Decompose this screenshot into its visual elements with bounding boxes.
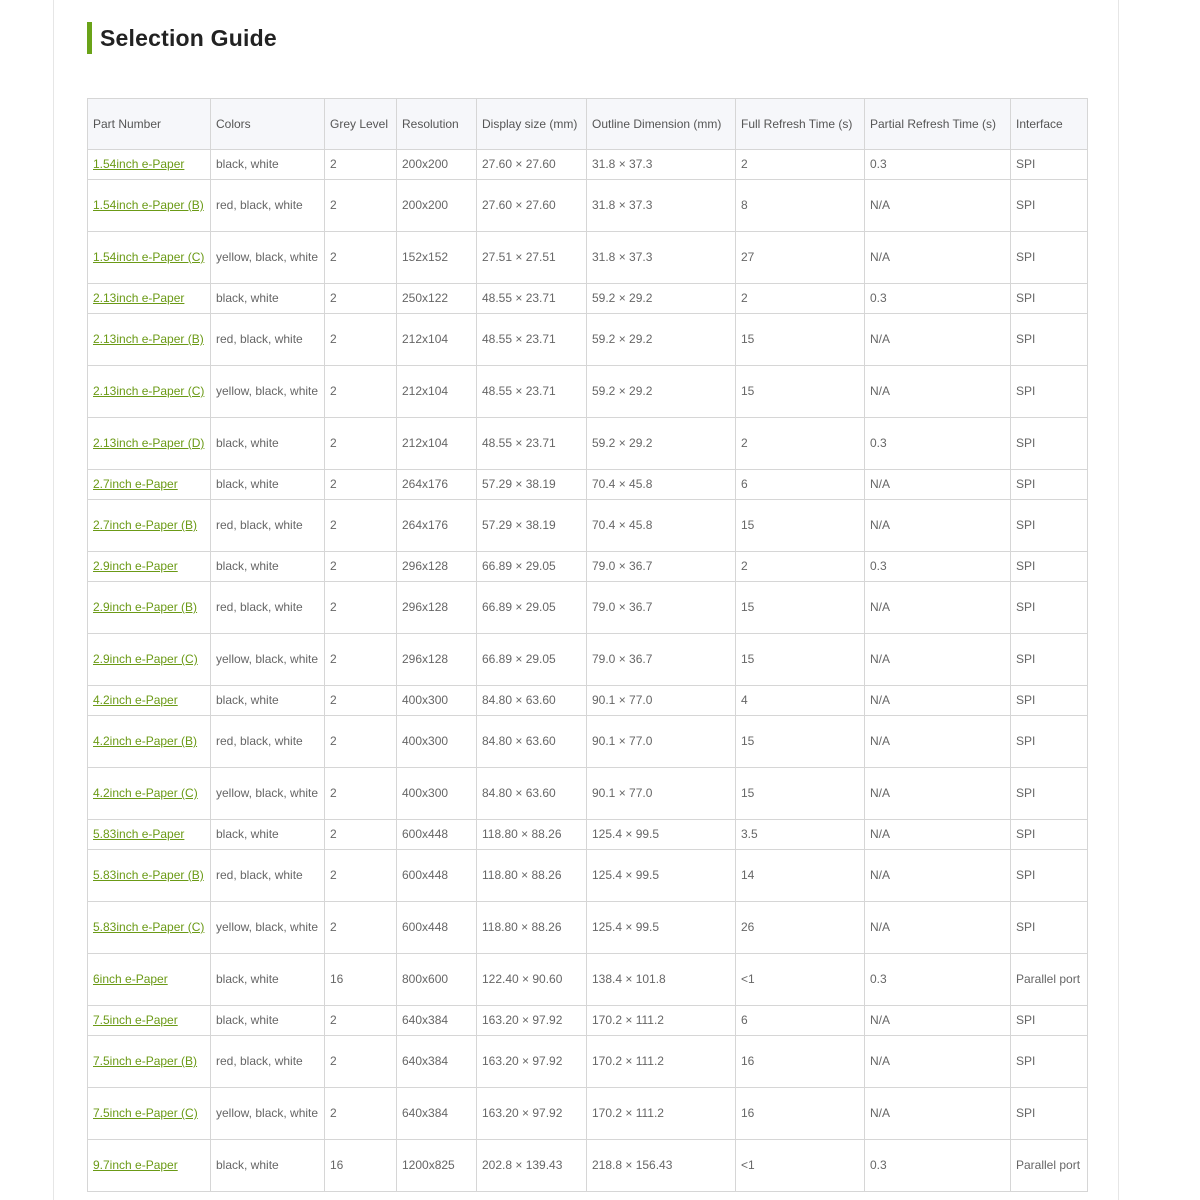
table-row — [88, 284, 1088, 314]
cell-partial-refresh-time: N/A — [865, 1006, 1011, 1036]
cell-display-size: 163.20 × 97.92 — [477, 1006, 587, 1036]
cell-part-number — [88, 470, 211, 500]
cell-full-refresh-time: 2 — [736, 552, 865, 582]
cell-grey-level: 2 — [325, 902, 397, 954]
cell-grey-level: 2 — [325, 716, 397, 768]
cell-part-number — [88, 582, 211, 634]
cell-partial-refresh-time: N/A — [865, 1088, 1011, 1140]
table-row — [88, 1140, 1088, 1192]
cell-interface: SPI — [1011, 150, 1088, 180]
cell-partial-refresh-time: N/A — [865, 902, 1011, 954]
cell-colors: black, white — [211, 1006, 325, 1036]
header-resolution: Resolution — [397, 99, 477, 150]
cell-outline-dimension: 79.0 × 36.7 — [587, 552, 736, 582]
cell-full-refresh-time: 3.5 — [736, 820, 865, 850]
cell-resolution: 296x128 — [397, 582, 477, 634]
header-full-refresh-time: Full Refresh Time (s) — [736, 99, 865, 150]
cell-partial-refresh-time: 0.3 — [865, 552, 1011, 582]
cell-display-size: 84.80 × 63.60 — [477, 716, 587, 768]
cell-resolution: 800x600 — [397, 954, 477, 1006]
page-title: Selection Guide — [100, 24, 277, 51]
cell-interface: SPI — [1011, 820, 1088, 850]
cell-part-number — [88, 634, 211, 686]
cell-part-number — [88, 314, 211, 366]
cell-partial-refresh-time: N/A — [865, 716, 1011, 768]
header-interface: Interface — [1011, 99, 1088, 150]
cell-resolution: 640x384 — [397, 1006, 477, 1036]
cell-part-number — [88, 1006, 211, 1036]
cell-colors: red, black, white — [211, 716, 325, 768]
cell-display-size: 84.80 × 63.60 — [477, 768, 587, 820]
table-row — [88, 552, 1088, 582]
cell-full-refresh-time: 8 — [736, 180, 865, 232]
cell-resolution: 212x104 — [397, 366, 477, 418]
table-row — [88, 418, 1088, 470]
cell-resolution: 264x176 — [397, 470, 477, 500]
cell-part-number — [88, 150, 211, 180]
cell-part-number — [88, 418, 211, 470]
cell-grey-level: 2 — [325, 284, 397, 314]
table-row — [88, 1088, 1088, 1140]
cell-display-size: 48.55 × 23.71 — [477, 314, 587, 366]
cell-full-refresh-time: 2 — [736, 418, 865, 470]
cell-partial-refresh-time: N/A — [865, 1036, 1011, 1088]
table-row — [88, 902, 1088, 954]
part-number-link[interactable]: 6inch e-Paper — [93, 972, 168, 986]
cell-partial-refresh-time: 0.3 — [865, 954, 1011, 1006]
cell-part-number — [88, 1036, 211, 1088]
cell-interface: SPI — [1011, 1088, 1088, 1140]
cell-interface: SPI — [1011, 634, 1088, 686]
cell-partial-refresh-time: N/A — [865, 768, 1011, 820]
cell-grey-level: 2 — [325, 366, 397, 418]
cell-full-refresh-time: 2 — [736, 284, 865, 314]
cell-partial-refresh-time: 0.3 — [865, 418, 1011, 470]
cell-outline-dimension: 31.8 × 37.3 — [587, 150, 736, 180]
cell-colors: yellow, black, white — [211, 634, 325, 686]
part-number-link[interactable]: 5.83inch e-Paper (B) — [93, 868, 204, 882]
part-number-link[interactable]: 2.13inch e-Paper (D) — [93, 436, 205, 450]
cell-display-size: 66.89 × 29.05 — [477, 582, 587, 634]
cell-full-refresh-time: 6 — [736, 470, 865, 500]
table-row — [88, 1036, 1088, 1088]
cell-interface: SPI — [1011, 284, 1088, 314]
table-body — [88, 150, 1088, 1192]
header-partial-refresh-time: Partial Refresh Time (s) — [865, 99, 1011, 150]
cell-resolution: 600x448 — [397, 902, 477, 954]
table-row — [88, 500, 1088, 552]
cell-resolution: 212x104 — [397, 418, 477, 470]
cell-outline-dimension: 170.2 × 111.2 — [587, 1088, 736, 1140]
cell-interface: SPI — [1011, 902, 1088, 954]
cell-grey-level: 2 — [325, 500, 397, 552]
part-number-link[interactable]: 2.9inch e-Paper (C) — [93, 652, 198, 666]
selection-guide-table — [87, 98, 1088, 1192]
cell-resolution: 600x448 — [397, 850, 477, 902]
table-row — [88, 232, 1088, 284]
cell-interface: SPI — [1011, 232, 1088, 284]
cell-colors: red, black, white — [211, 500, 325, 552]
cell-partial-refresh-time: 0.3 — [865, 284, 1011, 314]
cell-interface: Parallel port — [1011, 954, 1088, 1006]
cell-colors: yellow, black, white — [211, 366, 325, 418]
cell-grey-level: 2 — [325, 150, 397, 180]
cell-outline-dimension: 138.4 × 101.8 — [587, 954, 736, 1006]
header-outline-dimension: Outline Dimension (mm) — [587, 99, 736, 150]
header-part-number: Part Number — [88, 99, 211, 150]
cell-grey-level: 2 — [325, 768, 397, 820]
cell-interface: SPI — [1011, 500, 1088, 552]
cell-partial-refresh-time: N/A — [865, 232, 1011, 284]
cell-grey-level: 2 — [325, 686, 397, 716]
cell-display-size: 57.29 × 38.19 — [477, 470, 587, 500]
cell-part-number — [88, 180, 211, 232]
cell-part-number — [88, 552, 211, 582]
cell-display-size: 27.51 × 27.51 — [477, 232, 587, 284]
cell-colors: black, white — [211, 552, 325, 582]
cell-colors: red, black, white — [211, 180, 325, 232]
cell-outline-dimension: 125.4 × 99.5 — [587, 902, 736, 954]
cell-full-refresh-time: 27 — [736, 232, 865, 284]
cell-outline-dimension: 125.4 × 99.5 — [587, 820, 736, 850]
cell-outline-dimension: 90.1 × 77.0 — [587, 686, 736, 716]
table-row — [88, 716, 1088, 768]
cell-full-refresh-time: 2 — [736, 150, 865, 180]
cell-resolution: 200x200 — [397, 180, 477, 232]
cell-partial-refresh-time: N/A — [865, 820, 1011, 850]
cell-full-refresh-time: 16 — [736, 1088, 865, 1140]
section-heading — [87, 22, 277, 54]
cell-colors: red, black, white — [211, 850, 325, 902]
cell-outline-dimension: 31.8 × 37.3 — [587, 180, 736, 232]
cell-display-size: 118.80 × 88.26 — [477, 902, 587, 954]
cell-resolution: 200x200 — [397, 150, 477, 180]
cell-partial-refresh-time: N/A — [865, 582, 1011, 634]
cell-colors: black, white — [211, 150, 325, 180]
cell-grey-level: 2 — [325, 582, 397, 634]
cell-grey-level: 2 — [325, 314, 397, 366]
part-number-link[interactable]: 1.54inch e-Paper — [93, 157, 185, 171]
cell-partial-refresh-time: N/A — [865, 180, 1011, 232]
cell-full-refresh-time: <1 — [736, 954, 865, 1006]
cell-partial-refresh-time: 0.3 — [865, 150, 1011, 180]
cell-interface: SPI — [1011, 366, 1088, 418]
cell-display-size: 84.80 × 63.60 — [477, 686, 587, 716]
cell-full-refresh-time: 16 — [736, 1036, 865, 1088]
cell-display-size: 66.89 × 29.05 — [477, 552, 587, 582]
part-number-link[interactable]: 2.13inch e-Paper — [93, 291, 185, 305]
cell-partial-refresh-time: N/A — [865, 634, 1011, 686]
part-number-link[interactable]: 2.7inch e-Paper (B) — [93, 518, 198, 532]
cell-grey-level: 2 — [325, 1088, 397, 1140]
cell-grey-level: 2 — [325, 232, 397, 284]
cell-grey-level: 2 — [325, 552, 397, 582]
cell-part-number — [88, 820, 211, 850]
cell-display-size: 48.55 × 23.71 — [477, 284, 587, 314]
table-row — [88, 314, 1088, 366]
cell-outline-dimension: 70.4 × 45.8 — [587, 470, 736, 500]
cell-interface: SPI — [1011, 552, 1088, 582]
cell-full-refresh-time: 4 — [736, 686, 865, 716]
cell-full-refresh-time: 6 — [736, 1006, 865, 1036]
cell-outline-dimension: 59.2 × 29.2 — [587, 314, 736, 366]
cell-outline-dimension: 31.8 × 37.3 — [587, 232, 736, 284]
cell-display-size: 202.8 × 139.43 — [477, 1140, 587, 1192]
cell-part-number — [88, 902, 211, 954]
cell-display-size: 118.80 × 88.26 — [477, 820, 587, 850]
cell-colors: black, white — [211, 1140, 325, 1192]
table-row — [88, 366, 1088, 418]
part-number-link[interactable]: 2.9inch e-Paper (B) — [93, 600, 198, 614]
cell-colors: black, white — [211, 470, 325, 500]
cell-grey-level: 2 — [325, 180, 397, 232]
table-row — [88, 582, 1088, 634]
cell-colors: black, white — [211, 954, 325, 1006]
table-row — [88, 820, 1088, 850]
cell-partial-refresh-time: N/A — [865, 470, 1011, 500]
cell-part-number — [88, 1140, 211, 1192]
cell-colors: black, white — [211, 418, 325, 470]
part-number-link[interactable]: 2.7inch e-Paper — [93, 477, 178, 491]
cell-grey-level: 2 — [325, 470, 397, 500]
cell-part-number — [88, 686, 211, 716]
cell-colors: black, white — [211, 820, 325, 850]
cell-part-number — [88, 232, 211, 284]
cell-part-number — [88, 850, 211, 902]
part-number-link[interactable]: 1.54inch e-Paper (B) — [93, 198, 204, 212]
part-number-link[interactable]: 7.5inch e-Paper (B) — [93, 1054, 198, 1068]
cell-resolution: 212x104 — [397, 314, 477, 366]
part-number-link[interactable]: 7.5inch e-Paper (C) — [93, 1106, 198, 1120]
cell-colors: red, black, white — [211, 582, 325, 634]
cell-resolution: 264x176 — [397, 500, 477, 552]
cell-grey-level: 2 — [325, 418, 397, 470]
part-number-link[interactable]: 2.13inch e-Paper (C) — [93, 384, 205, 398]
part-number-link[interactable]: 5.83inch e-Paper (C) — [93, 920, 205, 934]
cell-display-size: 48.55 × 23.71 — [477, 366, 587, 418]
cell-display-size: 27.60 × 27.60 — [477, 180, 587, 232]
cell-outline-dimension: 218.8 × 156.43 — [587, 1140, 736, 1192]
table-row — [88, 470, 1088, 500]
cell-part-number — [88, 366, 211, 418]
cell-partial-refresh-time: N/A — [865, 850, 1011, 902]
table-row — [88, 180, 1088, 232]
part-number-link[interactable]: 9.7inch e-Paper — [93, 1158, 178, 1172]
cell-resolution: 640x384 — [397, 1088, 477, 1140]
cell-interface: SPI — [1011, 850, 1088, 902]
cell-outline-dimension: 70.4 × 45.8 — [587, 500, 736, 552]
cell-grey-level: 2 — [325, 850, 397, 902]
cell-partial-refresh-time: 0.3 — [865, 1140, 1011, 1192]
cell-resolution: 250x122 — [397, 284, 477, 314]
cell-interface: SPI — [1011, 686, 1088, 716]
cell-full-refresh-time: 15 — [736, 768, 865, 820]
part-number-link[interactable]: 4.2inch e-Paper (C) — [93, 786, 198, 800]
cell-resolution: 400x300 — [397, 768, 477, 820]
part-number-link[interactable]: 2.13inch e-Paper (B) — [93, 332, 204, 346]
cell-outline-dimension: 125.4 × 99.5 — [587, 850, 736, 902]
cell-colors: red, black, white — [211, 314, 325, 366]
cell-outline-dimension: 90.1 × 77.0 — [587, 716, 736, 768]
cell-resolution: 600x448 — [397, 820, 477, 850]
part-number-link[interactable]: 1.54inch e-Paper (C) — [93, 250, 205, 264]
table-row — [88, 954, 1088, 1006]
cell-resolution: 400x300 — [397, 716, 477, 768]
cell-display-size: 57.29 × 38.19 — [477, 500, 587, 552]
cell-partial-refresh-time: N/A — [865, 314, 1011, 366]
cell-part-number — [88, 768, 211, 820]
cell-display-size: 66.89 × 29.05 — [477, 634, 587, 686]
cell-interface: SPI — [1011, 582, 1088, 634]
cell-resolution: 640x384 — [397, 1036, 477, 1088]
cell-outline-dimension: 59.2 × 29.2 — [587, 284, 736, 314]
cell-interface: SPI — [1011, 470, 1088, 500]
table-row — [88, 634, 1088, 686]
cell-part-number — [88, 716, 211, 768]
cell-outline-dimension: 90.1 × 77.0 — [587, 768, 736, 820]
cell-outline-dimension: 59.2 × 29.2 — [587, 366, 736, 418]
cell-colors: black, white — [211, 284, 325, 314]
cell-colors: yellow, black, white — [211, 1088, 325, 1140]
cell-interface: SPI — [1011, 768, 1088, 820]
cell-display-size: 163.20 × 97.92 — [477, 1088, 587, 1140]
header-colors: Colors — [211, 99, 325, 150]
cell-colors: black, white — [211, 686, 325, 716]
cell-outline-dimension: 170.2 × 111.2 — [587, 1036, 736, 1088]
cell-outline-dimension: 170.2 × 111.2 — [587, 1006, 736, 1036]
cell-resolution: 152x152 — [397, 232, 477, 284]
table-row — [88, 850, 1088, 902]
cell-colors: yellow, black, white — [211, 902, 325, 954]
cell-resolution: 400x300 — [397, 686, 477, 716]
cell-part-number — [88, 500, 211, 552]
cell-interface: SPI — [1011, 1006, 1088, 1036]
part-number-link[interactable]: 4.2inch e-Paper — [93, 693, 178, 707]
cell-display-size: 48.55 × 23.71 — [477, 418, 587, 470]
cell-interface: SPI — [1011, 716, 1088, 768]
cell-display-size: 122.40 × 90.60 — [477, 954, 587, 1006]
cell-partial-refresh-time: N/A — [865, 500, 1011, 552]
cell-colors: yellow, black, white — [211, 768, 325, 820]
part-number-link[interactable]: 2.9inch e-Paper — [93, 559, 178, 573]
cell-full-refresh-time: 15 — [736, 314, 865, 366]
cell-full-refresh-time: 15 — [736, 716, 865, 768]
cell-outline-dimension: 59.2 × 29.2 — [587, 418, 736, 470]
cell-full-refresh-time: 14 — [736, 850, 865, 902]
cell-grey-level: 16 — [325, 954, 397, 1006]
cell-full-refresh-time: 15 — [736, 500, 865, 552]
part-number-link[interactable]: 5.83inch e-Paper — [93, 827, 185, 841]
table-row — [88, 768, 1088, 820]
cell-part-number — [88, 954, 211, 1006]
cell-interface: SPI — [1011, 1036, 1088, 1088]
cell-interface: SPI — [1011, 418, 1088, 470]
cell-full-refresh-time: 15 — [736, 366, 865, 418]
cell-display-size: 27.60 × 27.60 — [477, 150, 587, 180]
cell-full-refresh-time: 15 — [736, 582, 865, 634]
cell-resolution: 296x128 — [397, 552, 477, 582]
cell-grey-level: 2 — [325, 1036, 397, 1088]
cell-full-refresh-time: <1 — [736, 1140, 865, 1192]
cell-partial-refresh-time: N/A — [865, 686, 1011, 716]
cell-colors: yellow, black, white — [211, 232, 325, 284]
cell-resolution: 296x128 — [397, 634, 477, 686]
cell-outline-dimension: 79.0 × 36.7 — [587, 634, 736, 686]
header-grey-level: Grey Level — [325, 99, 397, 150]
table-row — [88, 686, 1088, 716]
part-number-link[interactable]: 7.5inch e-Paper — [93, 1013, 178, 1027]
cell-outline-dimension: 79.0 × 36.7 — [587, 582, 736, 634]
table-row — [88, 150, 1088, 180]
cell-grey-level: 16 — [325, 1140, 397, 1192]
cell-full-refresh-time: 26 — [736, 902, 865, 954]
cell-resolution: 1200x825 — [397, 1140, 477, 1192]
cell-partial-refresh-time: N/A — [865, 366, 1011, 418]
part-number-link[interactable]: 4.2inch e-Paper (B) — [93, 734, 198, 748]
cell-interface: SPI — [1011, 314, 1088, 366]
cell-interface: Parallel port — [1011, 1140, 1088, 1192]
cell-display-size: 118.80 × 88.26 — [477, 850, 587, 902]
cell-grey-level: 2 — [325, 634, 397, 686]
header-display-size: Display size (mm) — [477, 99, 587, 150]
cell-grey-level: 2 — [325, 1006, 397, 1036]
table-row — [88, 1006, 1088, 1036]
cell-interface: SPI — [1011, 180, 1088, 232]
cell-display-size: 163.20 × 97.92 — [477, 1036, 587, 1088]
cell-part-number — [88, 1088, 211, 1140]
cell-colors: red, black, white — [211, 1036, 325, 1088]
cell-grey-level: 2 — [325, 820, 397, 850]
cell-full-refresh-time: 15 — [736, 634, 865, 686]
table-header-row — [88, 99, 1088, 150]
cell-part-number — [88, 284, 211, 314]
